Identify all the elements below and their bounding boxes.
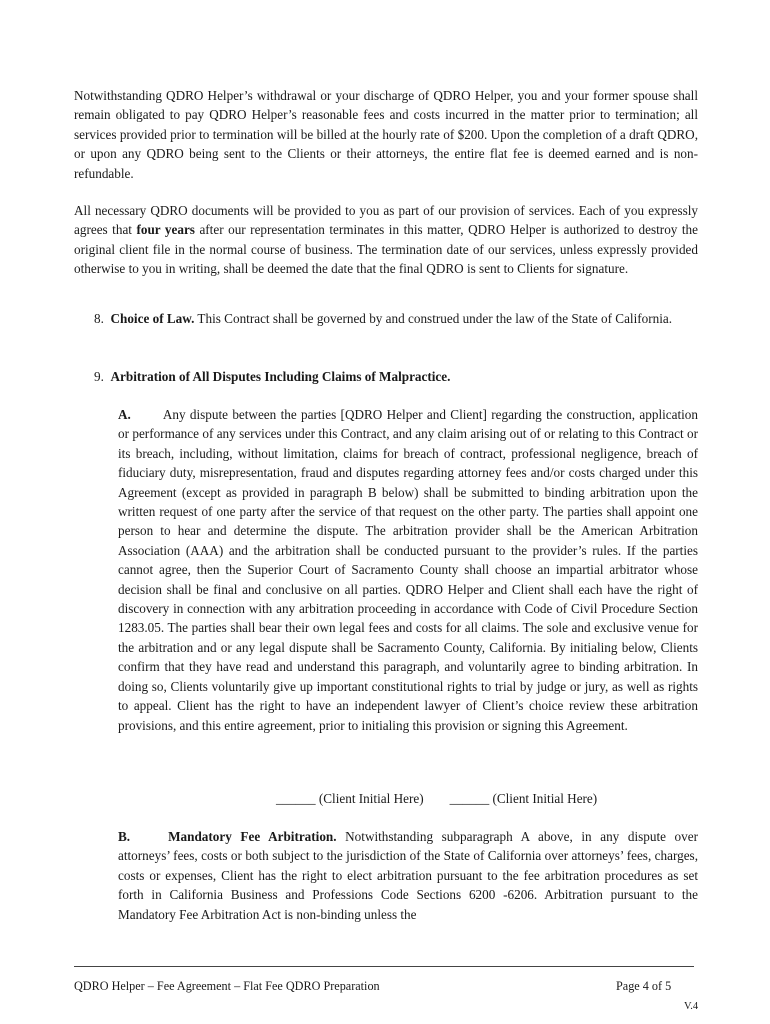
client-initials-line <box>276 789 696 808</box>
paragraph-withdrawal-fees: Notwithstanding QDRO Helper’s withdrawal or your discharge of QDRO Helper, you and your former spouse shall remain obligated to pay QDRO Helper’s reasonable fees and costs incurred in the matter prior to termination; all services provided prior to termination will be billed at the hourly rate of $200. Upon the completion of a draft QDRO, or upon any QDRO being sent to the Clients or their attorneys, the entire flat fee is deemed earned and is non-refundable. <box>74 88 698 181</box>
footer-divider <box>74 966 694 967</box>
footer-document-title: QDRO Helper – Fee Agreement – Flat Fee QDRO Preparation <box>74 979 380 993</box>
section-8-heading: Choice of Law. <box>110 311 195 326</box>
section-9-number: 9. <box>94 369 104 384</box>
retention-period-bold: four years <box>136 222 195 238</box>
section-9-title: Arbitration of All Disputes Including Claims of Malpractice. <box>110 369 451 384</box>
subparagraph-b-text: Notwithstanding subparagraph A above, in any dispute over attorneys’ fees, costs or both subject to the jurisdiction of the State of California over attorneys’ fees, charges, costs or expenses, Client has the right to elect arbitration pursuant to the fee arbitration procedures as set forth in California Business and Professions Code Sections 6200 -6206. Arbitration pursuant to the Mandatory Fee Arbitration Act is non-binding unless the <box>118 829 698 922</box>
subparagraph-b <box>118 827 698 924</box>
retention-text-start: All necessary QDRO documents will be provided to you as part of our provision of services. Each of you expressly agrees that <box>74 203 698 238</box>
client-initial-field-2[interactable]: ______ (Client Initial Here) <box>449 791 598 806</box>
subparagraph-a-label: A. <box>118 407 131 422</box>
section-9-heading <box>94 367 694 386</box>
subparagraph-b-heading: Mandatory Fee Arbitration. <box>168 829 337 844</box>
subparagraph-b-label: B. <box>118 829 131 844</box>
subparagraph-a <box>118 405 698 735</box>
retention-text-end: after our representation terminates in this matter, QDRO Helper is authorized to destroy the original client file in the normal course of business. The termination date of our services, unless expressly provided otherwise to you in writing, shall be deemed the date that the final QDRO is sent to Clients for signature. <box>74 222 698 277</box>
footer-version: V.4 <box>684 1001 699 1012</box>
section-8-number: 8. <box>94 311 104 326</box>
paragraph-file-retention <box>74 201 698 279</box>
section-8-text: This Contract shall be governed by and construed under the law of the State of California. <box>194 311 673 326</box>
section-8-choice-of-law <box>74 309 698 328</box>
client-initial-field-1[interactable]: ______ (Client Initial Here) <box>276 791 424 806</box>
footer-page-number: Page 4 of 5 <box>616 979 672 993</box>
subparagraph-a-text: Any dispute between the parties [QDRO Helper and Client] regarding the construction, application or performance of any services under this Contract, and any claim arising out of or relating to this Contract or its breach, including, without limitation, claims for breach of contract, professional negligence, breach of fiduciary duty, misrepresentation, fraud and disputes regarding attorney fees and/or costs charged under this Agreement (except as provided in paragraph B below) shall be submitted to binding arbitration upon the written request of one party after the service of that request on the other party. The parties shall appoint one person to hear and determine the dispute. The arbitration provider shall be the American Arbitration Association (AAA) and the arbitration shall be conducted pursuant to the provider’s rules. If the parties cannot agree, then the Superior Court of Sacramento County shall choose an impartial arbitrator whose decision shall be final and conclusive on all parties. QDRO Helper and Client shall each have the right of discovery in connection with any arbitration proceeding in accordance with Code of Civil Procedure Section 1283.05. The parties shall bear their own legal fees and costs for all claims. The sole and exclusive venue for the arbitration and or any legal dispute shall be Sacramento County, California. By initialing below, Clients confirm that they have read and understand this paragraph, and voluntarily agree to binding arbitration. In doing so, Clients voluntarily give up important constitutional rights to trial by judge or jury, as well as rights to appeal. Client has the right to have an independent lawyer of Client’s choice review these arbitration provisions, and this entire agreement, prior to initialing this provision or signing this Agreement. <box>118 407 698 733</box>
